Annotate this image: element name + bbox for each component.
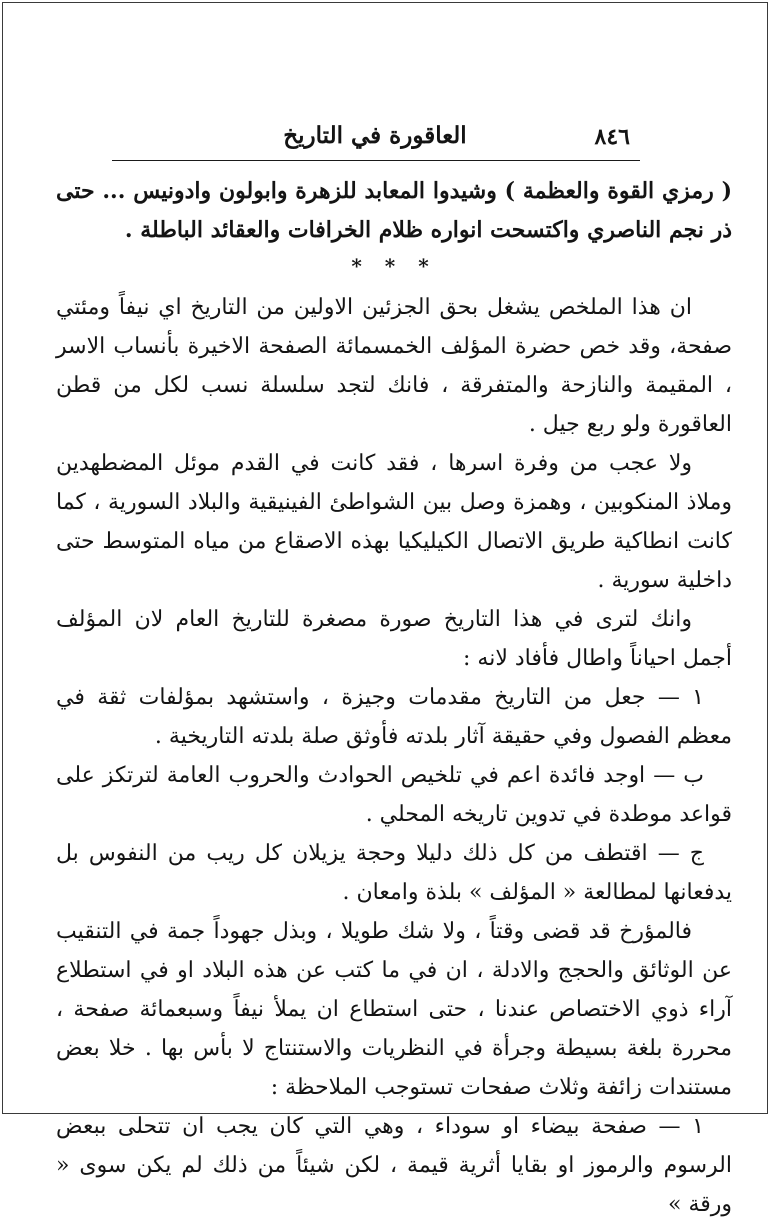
page-header	[120, 120, 630, 160]
paragraph: ان هذا الملخص يشغل بحق الجزئين الاولين من التاريخ اي نيفاً ومئتي صفحة، وقد خص حضرة المؤلف الخمسمائة الصفحة الاخيرة بأنساب الاسر ، المقيمة والنازحة والمتفرقة ، فانك لتجد سلسلة نسب لكل من قطن العاقورة ولو ربع جيل .	[56, 295, 732, 437]
list-item: ١ — صفحة بيضاء او سوداء ، وهي التي كان يجب ان تتحلى ببعض الرسوم والرموز او بقايا أثرية قيمة ، لكن شيئاً من ذلك لم يكن سوى « ورقة »	[56, 1114, 732, 1217]
list-item: ج — اقتطف من كل ذلك دليلا وحجة يزيلان كل ريب من النفوس بل يدفعانها لمطالعة « المؤلف » بلذة وامعان .	[56, 841, 732, 905]
paragraph: وانك لترى في هذا التاريخ صورة مصغرة للتاريخ العام لان المؤلف أجمل احياناً واطال فأفاد لانه :	[56, 607, 732, 671]
running-title: العاقورة في التاريخ	[283, 122, 467, 149]
body-text	[56, 172, 732, 1224]
header-rule	[112, 160, 640, 161]
list-item: ب — اوجد فائدة اعم في تلخيص الحوادث والحروب العامة لترتكز على قواعد موطدة في تدوين تاريخه المحلي .	[56, 763, 732, 827]
opening-paragraph: ( رمزي القوة والعظمة ) وشيدوا المعابد للزهرة وابولون وادونيس ... حتى ذر نجم الناصري واكتسحت انواره ظلام الخرافات والعقائد الباطلة .	[56, 178, 732, 243]
paragraph: فالمؤرخ قد قضى وقتاً ، ولا شك طويلا ، وبذل جهوداً جمة في التنقيب عن الوثائق والحجج والادلة ، ان في ما كتب عن هذه البلاد او في استطلاع آراء ذوي الاختصاص عندنا ، حتى استطاع ان يملأ نيفاً وسبعمائة صفحة ، محررة بلغة بسيطة وجرأة في النظريات والاستنتاج لا بأس بها . خلا بعض مستندات زائفة وثلاث صفحات تستوجب الملاحظة :	[56, 919, 732, 1100]
paragraph: ولا عجب من وفرة اسرها ، فقد كانت في القدم موئل المضطهدين وملاذ المنكوبين ، وهمزة وصل بين الشواطئ الفينيقية والبلاد السورية ، كما كانت انطاكية طريق الاتصال الكيليكيا بهذه الاصقاع من مياه المتوسط حتى داخلية سورية .	[56, 451, 732, 593]
list-item: ١ — جعل من التاريخ مقدمات وجيزة ، واستشهد بمؤلفات ثقة في معظم الفصول وفي حقيقة آثار بلدته فأوثق صلة بلدته التاريخية .	[56, 685, 732, 749]
page-number: ٨٤٦	[594, 124, 630, 150]
section-separator: * * *	[351, 254, 437, 278]
